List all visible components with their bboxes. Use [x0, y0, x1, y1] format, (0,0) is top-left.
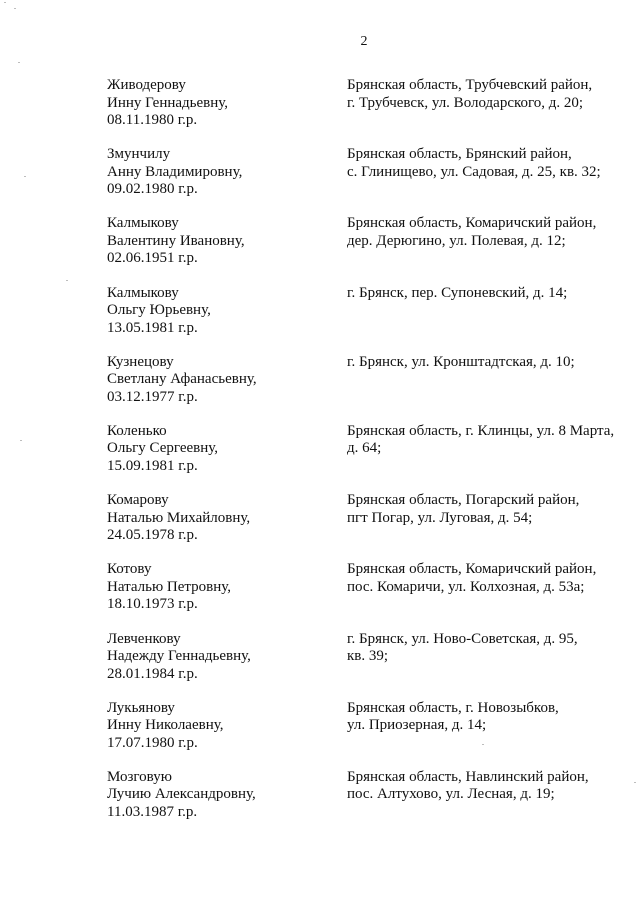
person-entry — [0, 561, 640, 630]
person-entry — [0, 285, 640, 354]
person-name-block — [107, 492, 332, 545]
person-given-names: Ольгу Юрьевну, — [107, 302, 211, 319]
person-entry — [0, 492, 640, 561]
address-line-2: д. 64; — [347, 440, 382, 457]
address-line-1: г. Брянск, ул. Кронштадтская, д. 10; — [347, 353, 575, 370]
person-surname: Коленько — [107, 422, 167, 439]
person-given-names: Инну Николаевну, — [107, 717, 224, 734]
person-address-block — [347, 215, 632, 250]
person-surname: Мозговую — [107, 768, 172, 785]
person-address-block — [347, 285, 632, 303]
person-surname: Лукьянову — [107, 699, 175, 716]
person-name-block — [107, 423, 332, 476]
scan-speck — [482, 744, 484, 745]
person-given-names: Надежду Геннадьевну, — [107, 648, 251, 664]
person-entry — [0, 423, 640, 492]
person-given-names: Наталью Петровну, — [107, 578, 231, 595]
person-name-block — [107, 769, 332, 822]
person-name-block — [107, 700, 332, 753]
person-birth-date: 28.01.1984 г.р. — [107, 665, 198, 682]
person-birth-date: 03.12.1977 г.р. — [107, 388, 198, 405]
person-surname: Котову — [107, 561, 152, 578]
address-line-1: Брянская область, Комаричский район, — [347, 561, 597, 578]
scan-speck — [18, 62, 20, 63]
person-given-names: Лучию Александровну, — [107, 786, 256, 803]
address-line-2: ул. Приозерная, д. 14; — [347, 717, 487, 734]
address-line-2: пгт Погар, ул. Луговая, д. 54; — [347, 509, 533, 526]
person-entry — [0, 700, 640, 769]
person-given-names: Ольгу Сергеевну, — [107, 440, 219, 457]
person-birth-date: 11.03.1987 г.р. — [107, 803, 198, 820]
person-birth-date: 02.06.1951 г.р. — [107, 250, 198, 267]
person-surname: Левченкову — [107, 630, 181, 647]
person-surname: Живодерову — [107, 77, 186, 93]
person-birth-date: 18.10.1973 г.р. — [107, 596, 198, 613]
person-address-block — [347, 492, 632, 527]
person-entry — [0, 215, 640, 284]
person-birth-date: 17.07.1980 г.р. — [107, 734, 198, 751]
person-name-block — [107, 146, 332, 199]
address-line-1: Брянская область, Погарский район, — [347, 492, 580, 509]
person-given-names: Анну Владимировну, — [107, 163, 243, 180]
person-name-block — [107, 285, 332, 338]
address-line-1: Брянская область, Брянский район, — [347, 146, 572, 163]
address-line-2: с. Глинищево, ул. Садовая, д. 25, кв. 32; — [347, 163, 601, 180]
address-line-1: Брянская область, Комаричский район, — [347, 215, 597, 232]
address-line-1: Брянская область, г. Новозыбков, — [347, 699, 559, 716]
person-surname: Калмыкову — [107, 284, 179, 301]
person-entry — [0, 77, 640, 146]
person-name-block — [107, 354, 332, 407]
address-line-1: г. Брянск, ул. Ново-Советская, д. 95, — [347, 630, 578, 647]
person-given-names: Инну Геннадьевну, — [107, 94, 229, 111]
address-line-2: г. Трубчевск, ул. Володарского, д. 20; — [347, 94, 584, 111]
person-given-names: Наталью Михайловну, — [107, 509, 251, 526]
person-birth-date: 08.11.1980 г.р. — [107, 112, 198, 128]
person-entry — [0, 146, 640, 215]
scan-speck — [24, 176, 26, 177]
person-birth-date: 13.05.1981 г.р. — [107, 319, 198, 336]
person-name-block — [107, 215, 332, 268]
person-birth-date: 09.02.1980 г.р. — [107, 181, 198, 198]
page-number: 2 — [360, 34, 368, 49]
person-name-block — [107, 631, 332, 684]
scan-speck — [20, 440, 22, 441]
address-line-1: Брянская область, г. Клинцы, ул. 8 Марта, — [347, 422, 615, 439]
person-address-block — [347, 146, 632, 181]
address-line-2: кв. 39; — [347, 648, 389, 664]
person-entry — [0, 769, 640, 838]
person-surname: Комарову — [107, 492, 169, 509]
address-line-2: дер. Дерюгино, ул. Полевая, д. 12; — [347, 232, 566, 249]
person-address-block — [347, 700, 632, 735]
person-given-names: Валентину Ивановну, — [107, 232, 245, 249]
person-surname: Змунчилу — [107, 146, 171, 163]
person-birth-date: 15.09.1981 г.р. — [107, 457, 198, 474]
scan-speck — [66, 280, 68, 281]
address-line-1: Брянская область, Навлинский район, — [347, 768, 589, 785]
scan-speck — [634, 782, 636, 783]
scan-speck — [14, 8, 16, 9]
scan-speck — [4, 2, 6, 3]
address-line-1: г. Брянск, пер. Супоневский, д. 14; — [347, 284, 568, 301]
person-address-block — [347, 423, 632, 458]
person-list — [0, 77, 640, 838]
person-birth-date: 24.05.1978 г.р. — [107, 527, 198, 544]
address-line-2: пос. Алтухово, ул. Лесная, д. 19; — [347, 786, 555, 803]
person-given-names: Светлану Афанасьевну, — [107, 371, 257, 388]
person-surname: Кузнецову — [107, 353, 174, 370]
person-name-block — [107, 561, 332, 614]
person-address-block — [347, 77, 632, 112]
person-address-block — [347, 561, 632, 596]
person-surname: Калмыкову — [107, 215, 179, 232]
person-entry — [0, 631, 640, 700]
person-address-block — [347, 631, 632, 666]
person-address-block — [347, 354, 632, 372]
person-address-block — [347, 769, 632, 804]
address-line-2: пос. Комаричи, ул. Колхозная, д. 53а; — [347, 578, 585, 595]
person-name-block — [107, 77, 332, 130]
address-line-1: Брянская область, Трубчевский район, — [347, 77, 593, 93]
person-entry — [0, 354, 640, 423]
